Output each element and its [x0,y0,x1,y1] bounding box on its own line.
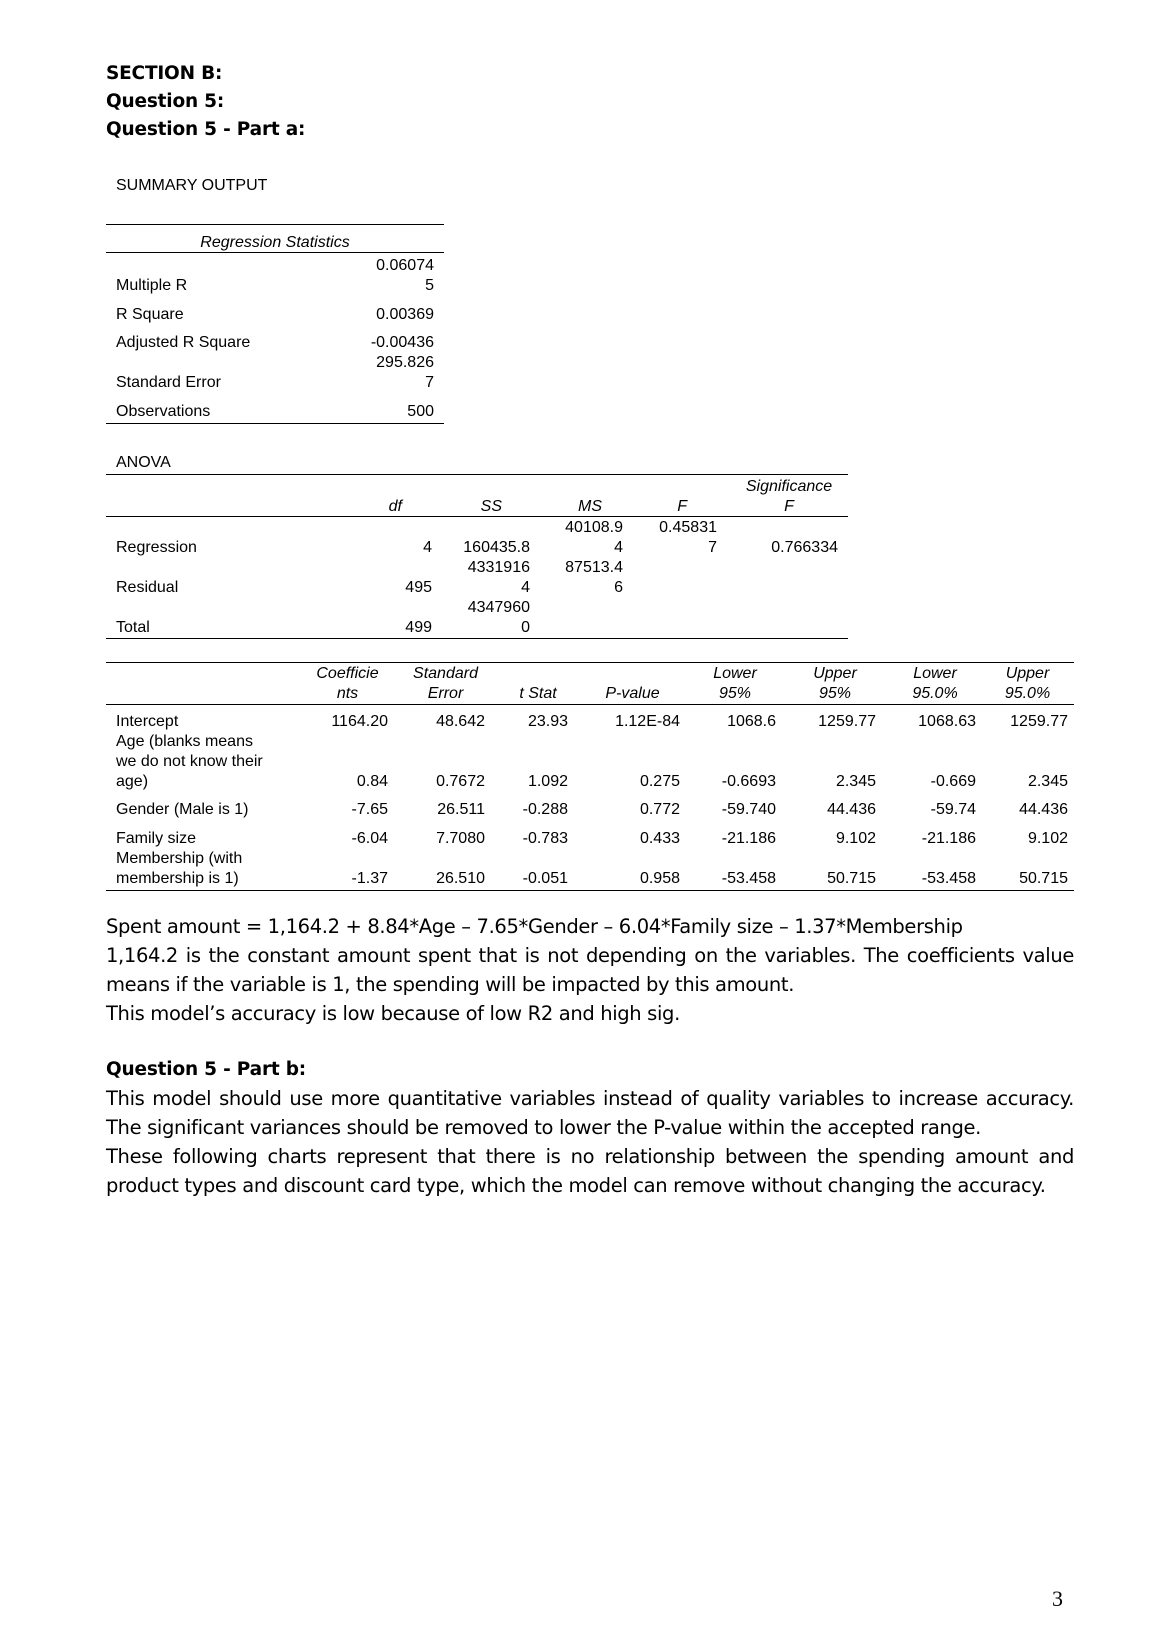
anova-residual-df: 495 [405,579,432,596]
anova-residual-ss-cont: 4 [521,579,530,596]
row-gender-l95: -59.740 [721,801,776,818]
multiple-r-label: Multiple R [116,277,188,294]
row-intercept-se: 48.642 [436,713,485,730]
coef-header-t-stat: t Stat [519,685,557,702]
part-b-heading: Question 5 - Part b: [106,1059,306,1080]
page-number: 3 [1052,1586,1063,1611]
paragraph-constant-explanation: 1,164.2 is the constant amount spent that is not depending on the variables. The coefficients value means if the variable is 1, the spending will be impacted by this amount. [106,944,1074,996]
row-membership-l950: -53.458 [921,870,976,887]
anova-residual-ms: 87513.4 [565,559,623,576]
row-family-size-t: -0.783 [522,830,568,847]
multiple-r-value-cont: 5 [425,277,434,294]
coef-header-upper-95: Upper [813,665,857,682]
row-membership-u950: 50.715 [1019,870,1068,887]
anova-header-f: F [677,498,687,515]
row-gender-label: Gender (Male is 1) [116,801,249,818]
paragraph-variables: This model should use more quantitative variables instead of quality variables to increase accuracy. The significant variances should be removed to lower the P-value within the accepted range. [106,1087,1074,1139]
anova-residual-label: Residual [116,579,179,596]
question-heading: Question 5: [106,91,225,112]
row-membership-p: 0.958 [639,870,680,887]
regression-statistics-header: Regression Statistics [200,234,350,251]
row-intercept-u95: 1259.77 [818,713,876,730]
row-gender-se: 26.511 [437,801,485,818]
row-gender-p: 0.772 [639,801,680,818]
anova-header-ss: SS [480,498,502,515]
anova-regression-label: Regression [116,539,197,556]
coef-header-upper-950-cont: 95.0% [1004,685,1051,702]
row-family-size-u950: 9.102 [1027,830,1068,847]
row-membership-u95: 50.715 [827,870,876,887]
coef-header-p-value: P-value [605,685,660,702]
row-age-label-2: we do not know their [116,753,263,770]
row-intercept-l950: 1068.63 [918,713,976,730]
row-family-size-l95: -21.186 [721,830,776,847]
part-a-heading: Question 5 - Part a: [106,119,306,140]
anova-regression-ms: 40108.9 [565,519,623,536]
anova-total-df: 499 [405,619,432,636]
coef-header-upper-95-cont: 95% [818,685,852,702]
standard-error-value: 295.826 [376,354,434,371]
row-family-size-u95: 9.102 [835,830,876,847]
row-age-t: 1.092 [527,773,568,790]
coef-header-coefficients-cont: nts [336,685,359,702]
paragraph-accuracy: This model’s accuracy is low because of low R2 and high sig. [106,1002,680,1025]
multiple-r-value: 0.06074 [376,257,434,274]
row-membership-label-2: membership is 1) [116,870,239,887]
row-age-p: 0.275 [639,773,680,790]
row-intercept-t: 23.93 [527,713,568,730]
row-family-size-se: 7.7080 [436,830,485,847]
observations-label: Observations [116,403,211,420]
paragraph-equation: Spent amount = 1,164.2 + 8.84*Age – 7.65*Gender – 6.04*Family size – 1.37*Membership [106,915,963,938]
summary-output-title: SUMMARY OUTPUT [116,177,268,194]
row-age-l95: -0.6693 [721,773,776,790]
anova-header-ms: MS [578,498,602,515]
row-gender-coef: -7.65 [351,801,388,818]
row-age-u95: 2.345 [835,773,876,790]
r-square-value: 0.00369 [376,306,434,323]
coef-header-standard-error: Standard [413,665,478,682]
anova-header-significance: Significance [745,478,833,495]
row-age-u950: 2.345 [1027,773,1068,790]
adjusted-r-square-label: Adjusted R Square [116,334,251,351]
row-membership-coef: -1.37 [351,870,388,887]
anova-regression-significance: 0.766334 [771,539,838,556]
row-membership-t: -0.051 [522,870,568,887]
anova-regression-df: 4 [423,539,432,556]
coef-header-lower-95-cont: 95% [718,685,752,702]
row-gender-t: -0.288 [522,801,568,818]
anova-title: ANOVA [116,454,171,471]
row-intercept-p: 1.12E-84 [615,713,680,730]
coef-header-upper-950: Upper [1005,665,1050,682]
row-age-l950: -0.669 [930,773,976,790]
anova-residual-ms-cont: 6 [614,579,623,596]
section-heading: SECTION B: [106,63,223,84]
anova-regression-f-cont: 7 [708,539,717,556]
row-age-se: 0.7672 [436,773,485,790]
row-family-size-p: 0.433 [639,830,680,847]
row-intercept-label: Intercept [116,713,179,730]
row-gender-l950: -59.74 [930,801,976,818]
row-family-size-coef: -6.04 [351,830,388,847]
coef-header-coefficients: Coefficie [316,665,379,682]
coef-header-lower-950: Lower [913,665,957,682]
adjusted-r-square-value: -0.00436 [370,334,434,351]
row-family-size-l950: -21.186 [921,830,976,847]
coef-header-lower-950-cont: 95.0% [912,685,958,702]
row-family-size-label: Family size [116,830,197,847]
standard-error-value-cont: 7 [425,374,434,391]
anova-header-df: df [388,498,402,515]
anova-regression-ss: 160435.8 [463,539,530,556]
anova-total-label: Total [116,619,150,636]
row-membership-se: 26.510 [436,870,485,887]
row-intercept-coef: 1164.20 [331,713,388,730]
r-square-label: R Square [116,306,184,323]
anova-header-significance-f: F [784,498,794,515]
anova-total-ss-cont: 0 [521,619,530,636]
row-age-label-3: age) [116,773,149,790]
anova-regression-f: 0.45831 [659,519,717,536]
row-gender-u95: 44.436 [827,801,876,818]
paragraph-charts: These following charts represent that there is no relationship between the spending amount and product types and discount card type, which the model can remove without changing the accuracy. [106,1145,1074,1197]
row-age-label-1: Age (blanks means [116,733,253,750]
anova-total-ss: 4347960 [467,599,530,616]
row-intercept-u950: 1259.77 [1010,713,1068,730]
coef-header-lower-95: Lower [713,665,757,682]
row-age-coef: 0.84 [356,773,388,790]
row-membership-l95: -53.458 [721,870,776,887]
coef-header-standard-error-cont: Error [427,685,464,702]
row-membership-label-1: Membership (with [116,850,243,867]
observations-value: 500 [407,403,434,420]
anova-residual-ss: 4331916 [467,559,530,576]
row-intercept-l95: 1068.6 [727,713,776,730]
row-gender-u950: 44.436 [1019,801,1068,818]
anova-regression-ms-cont: 4 [614,539,623,556]
standard-error-label: Standard Error [116,374,221,391]
